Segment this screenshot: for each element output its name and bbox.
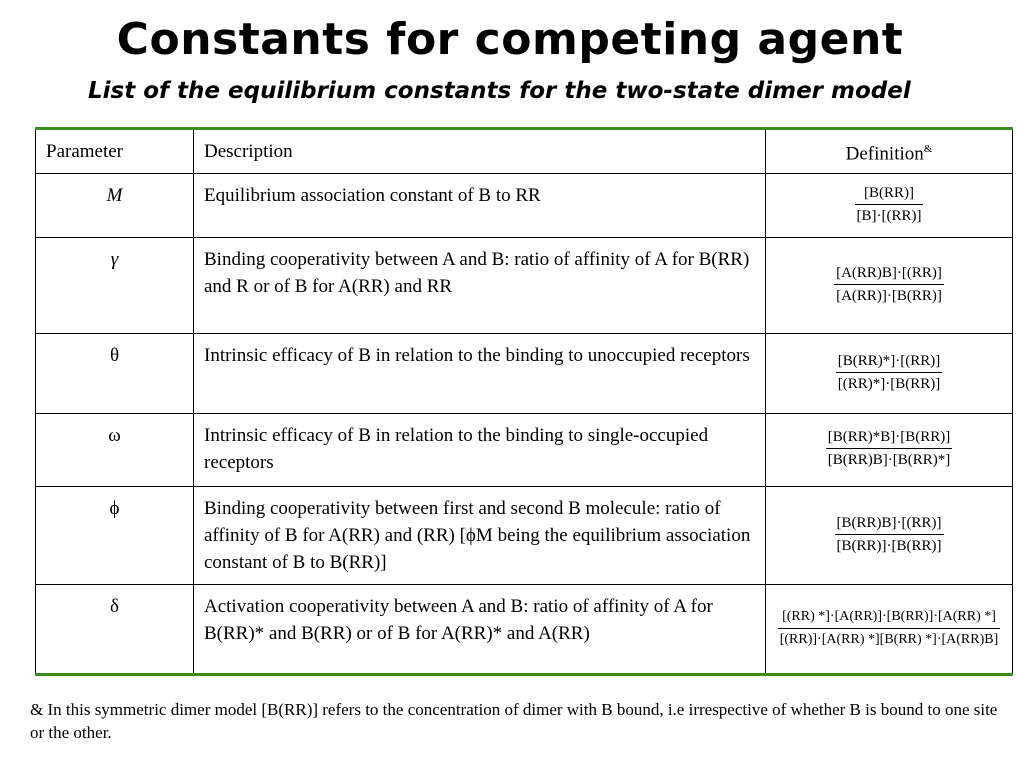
formula-numerator: [A(RR)B]·[(RR)] bbox=[836, 264, 942, 281]
header-definition-label: Definition bbox=[845, 143, 924, 165]
formula-numerator: [B(RR)] bbox=[863, 184, 914, 201]
header-definition bbox=[766, 129, 1013, 174]
parameter-description: Equilibrium association constant of B to RR bbox=[194, 174, 766, 238]
table-header-row bbox=[36, 129, 1013, 174]
formula-numerator: [B(RR)B]·[(RR)] bbox=[836, 514, 942, 531]
parameter-symbol: M bbox=[36, 174, 194, 238]
parameter-symbol: δ bbox=[36, 585, 194, 675]
parameter-symbol: ω bbox=[36, 414, 194, 487]
definition-formula bbox=[766, 238, 1013, 334]
parameter-symbol: ϕ bbox=[36, 487, 194, 585]
table-row bbox=[36, 487, 1013, 585]
header-definition-mark: & bbox=[923, 142, 933, 155]
table-row bbox=[36, 174, 1013, 238]
formula-denominator: [B(RR)B]·[B(RR)*] bbox=[827, 452, 951, 468]
table-row bbox=[36, 238, 1013, 334]
definition-formula bbox=[766, 414, 1013, 487]
table-row bbox=[36, 585, 1013, 675]
formula-numerator: [B(RR)*]·[(RR)] bbox=[837, 352, 941, 369]
parameter-description: Activation cooperativity between A and B: ratio of affinity of A for B(RR)* and B(RR) or of B for A(RR)* and A(RR) bbox=[194, 585, 766, 675]
table-row bbox=[36, 334, 1013, 414]
definition-formula bbox=[766, 174, 1013, 238]
formula-denominator: [(RR)*]·[B(RR)] bbox=[837, 375, 941, 392]
definition-formula bbox=[766, 487, 1013, 585]
parameter-description: Binding cooperativity between A and B: ratio of affinity of A for B(RR) and R or of B for A(RR) and RR bbox=[194, 238, 766, 334]
table-row bbox=[36, 414, 1013, 487]
slide-subtitle: List of the equilibrium constants for the two-state dimer model bbox=[88, 78, 911, 104]
formula-denominator: [B(RR)]·[B(RR)] bbox=[836, 537, 942, 554]
formula-denominator: [A(RR)]·[B(RR)] bbox=[836, 287, 942, 304]
header-description: Description bbox=[194, 129, 766, 174]
parameter-description: Intrinsic efficacy of B in relation to the binding to single-occupied receptors bbox=[194, 414, 766, 487]
footnote: & In this symmetric dimer model [B(RR)] refers to the concentration of dimer with B bound, i.e irrespective of whether B is bound to one site or the other. bbox=[30, 700, 998, 742]
formula-numerator: [(RR) *]·[A(RR)]·[B(RR)]·[A(RR) *] bbox=[782, 608, 996, 624]
definition-formula bbox=[766, 585, 1013, 675]
formula-denominator: [(RR)]·[A(RR) *][B(RR) *]·[A(RR)B] bbox=[779, 631, 999, 647]
parameter-description: Binding cooperativity between first and second B molecule: ratio of affinity of B for A(RR) and (RR) [ϕM being the equilibrium association constant of B to B(RR)] bbox=[194, 487, 766, 585]
constants-table bbox=[35, 127, 1013, 676]
parameter-symbol: γ bbox=[36, 238, 194, 334]
parameter-symbol: θ bbox=[36, 334, 194, 414]
definition-formula bbox=[766, 334, 1013, 414]
parameter-description: Intrinsic efficacy of B in relation to the binding to unoccupied receptors bbox=[194, 334, 766, 414]
formula-numerator: [B(RR)*B]·[B(RR)] bbox=[827, 429, 951, 445]
slide-title: Constants for competing agent bbox=[116, 14, 904, 65]
header-parameter: Parameter bbox=[36, 129, 194, 174]
formula-denominator: [B]·[(RR)] bbox=[856, 207, 922, 224]
